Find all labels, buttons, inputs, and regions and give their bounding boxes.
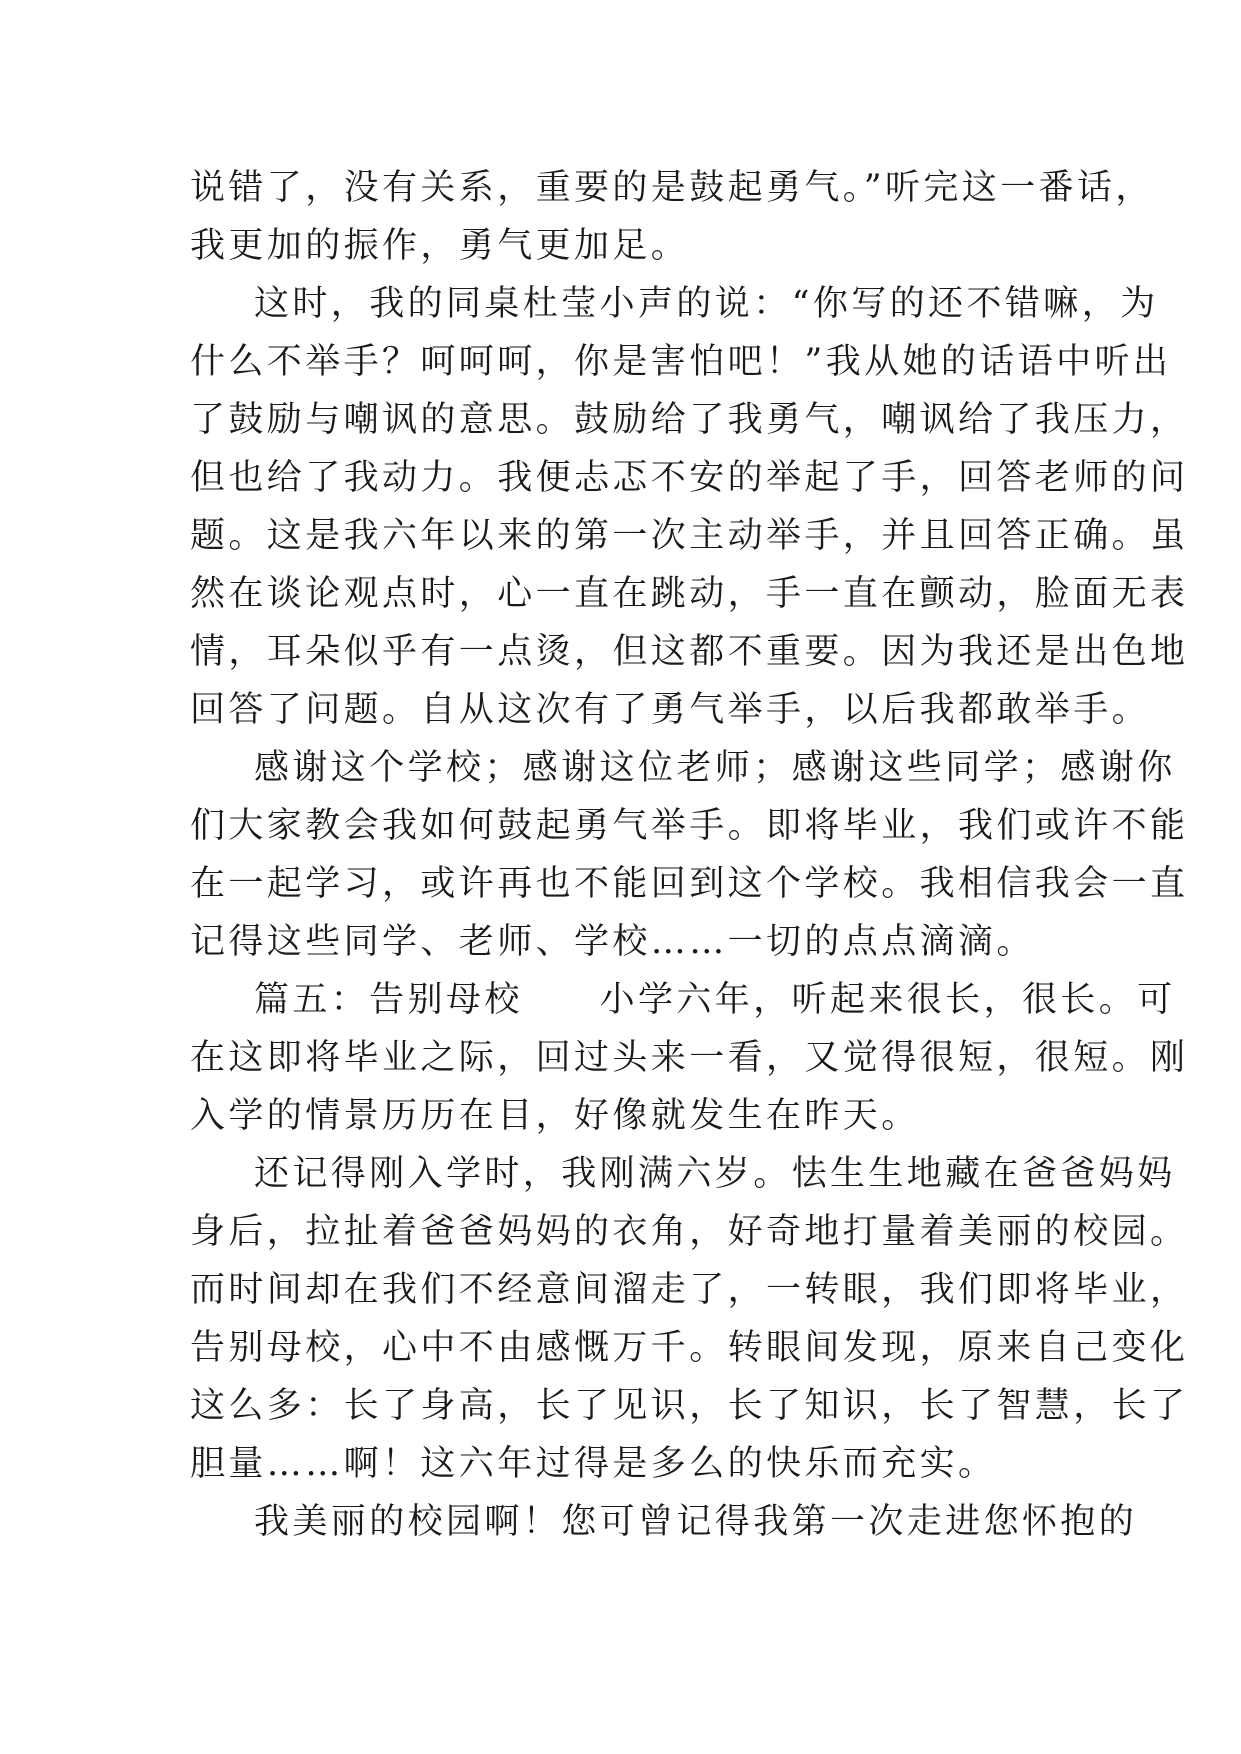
paragraph-start-line: 我美丽的校园啊！您可曾记得我第一次走进您怀抱的 [254,1502,1138,1542]
text-line: 说错了，没有关系，重要的是鼓起勇气。”听完这一番话， [190,168,1154,208]
text-line: 题。这是我六年以来的第一次主动举手，并且回答正确。虽 [190,516,1189,556]
paragraph-start-line: 还记得刚入学时，我刚满六岁。怯生生地藏在爸爸妈妈 [254,1154,1176,1194]
text-line: 情，耳朵似乎有一点烫，但这都不重要。因为我还是出色地 [190,632,1189,672]
section-heading-line: 篇五：告别母校 小学六年，听起来很长，很长。可 [254,980,1176,1020]
text-line: 然在谈论观点时，心一直在跳动，手一直在颤动，脸面无表 [190,574,1189,614]
text-line: 但也给了我动力。我便忐忑不安的举起了手，回答老师的问 [190,458,1189,498]
text-line: 入学的情景历历在目，好像就发生在昨天。 [190,1096,920,1136]
text-line: 了鼓励与嘲讽的意思。鼓励给了我勇气，嘲讽给了我压力， [190,400,1189,440]
text-line: 们大家教会我如何鼓起勇气举手。即将毕业，我们或许不能 [190,806,1189,846]
text-line: 而时间却在我们不经意间溜走了，一转眼，我们即将毕业， [190,1270,1189,1310]
text-line: 我更加的振作，勇气更加足。 [190,226,690,266]
text-line: 什么不举手？呵呵呵，你是害怕吧！”我从她的话语中听出 [190,342,1172,382]
paragraph-start-line: 感谢这个学校；感谢这位老师；感谢这些同学；感谢你 [254,748,1176,788]
text-line: 身后，拉扯着爸爸妈妈的衣角，好奇地打量着美丽的校园。 [190,1212,1189,1252]
text-line: 这么多：长了身高，长了见识，长了知识，长了智慧，长了 [190,1386,1189,1426]
text-line: 告别母校，心中不由感慨万千。转眼间发现，原来自己变化 [190,1328,1189,1368]
text-line: 在这即将毕业之际，回过头来一看，又觉得很短，很短。刚 [190,1038,1189,1078]
text-line: 胆量……啊！这六年过得是多么的快乐而充实。 [190,1444,997,1484]
paragraph-start-line: 这时，我的同桌杜莹小声的说：“你写的还不错嘛，为 [254,284,1159,324]
text-line: 回答了问题。自从这次有了勇气举手，以后我都敢举手。 [190,690,1151,730]
text-line: 记得这些同学、老师、学校……一切的点点滴滴。 [190,922,1035,962]
text-line: 在一起学习，或许再也不能回到这个学校。我相信我会一直 [190,864,1189,904]
